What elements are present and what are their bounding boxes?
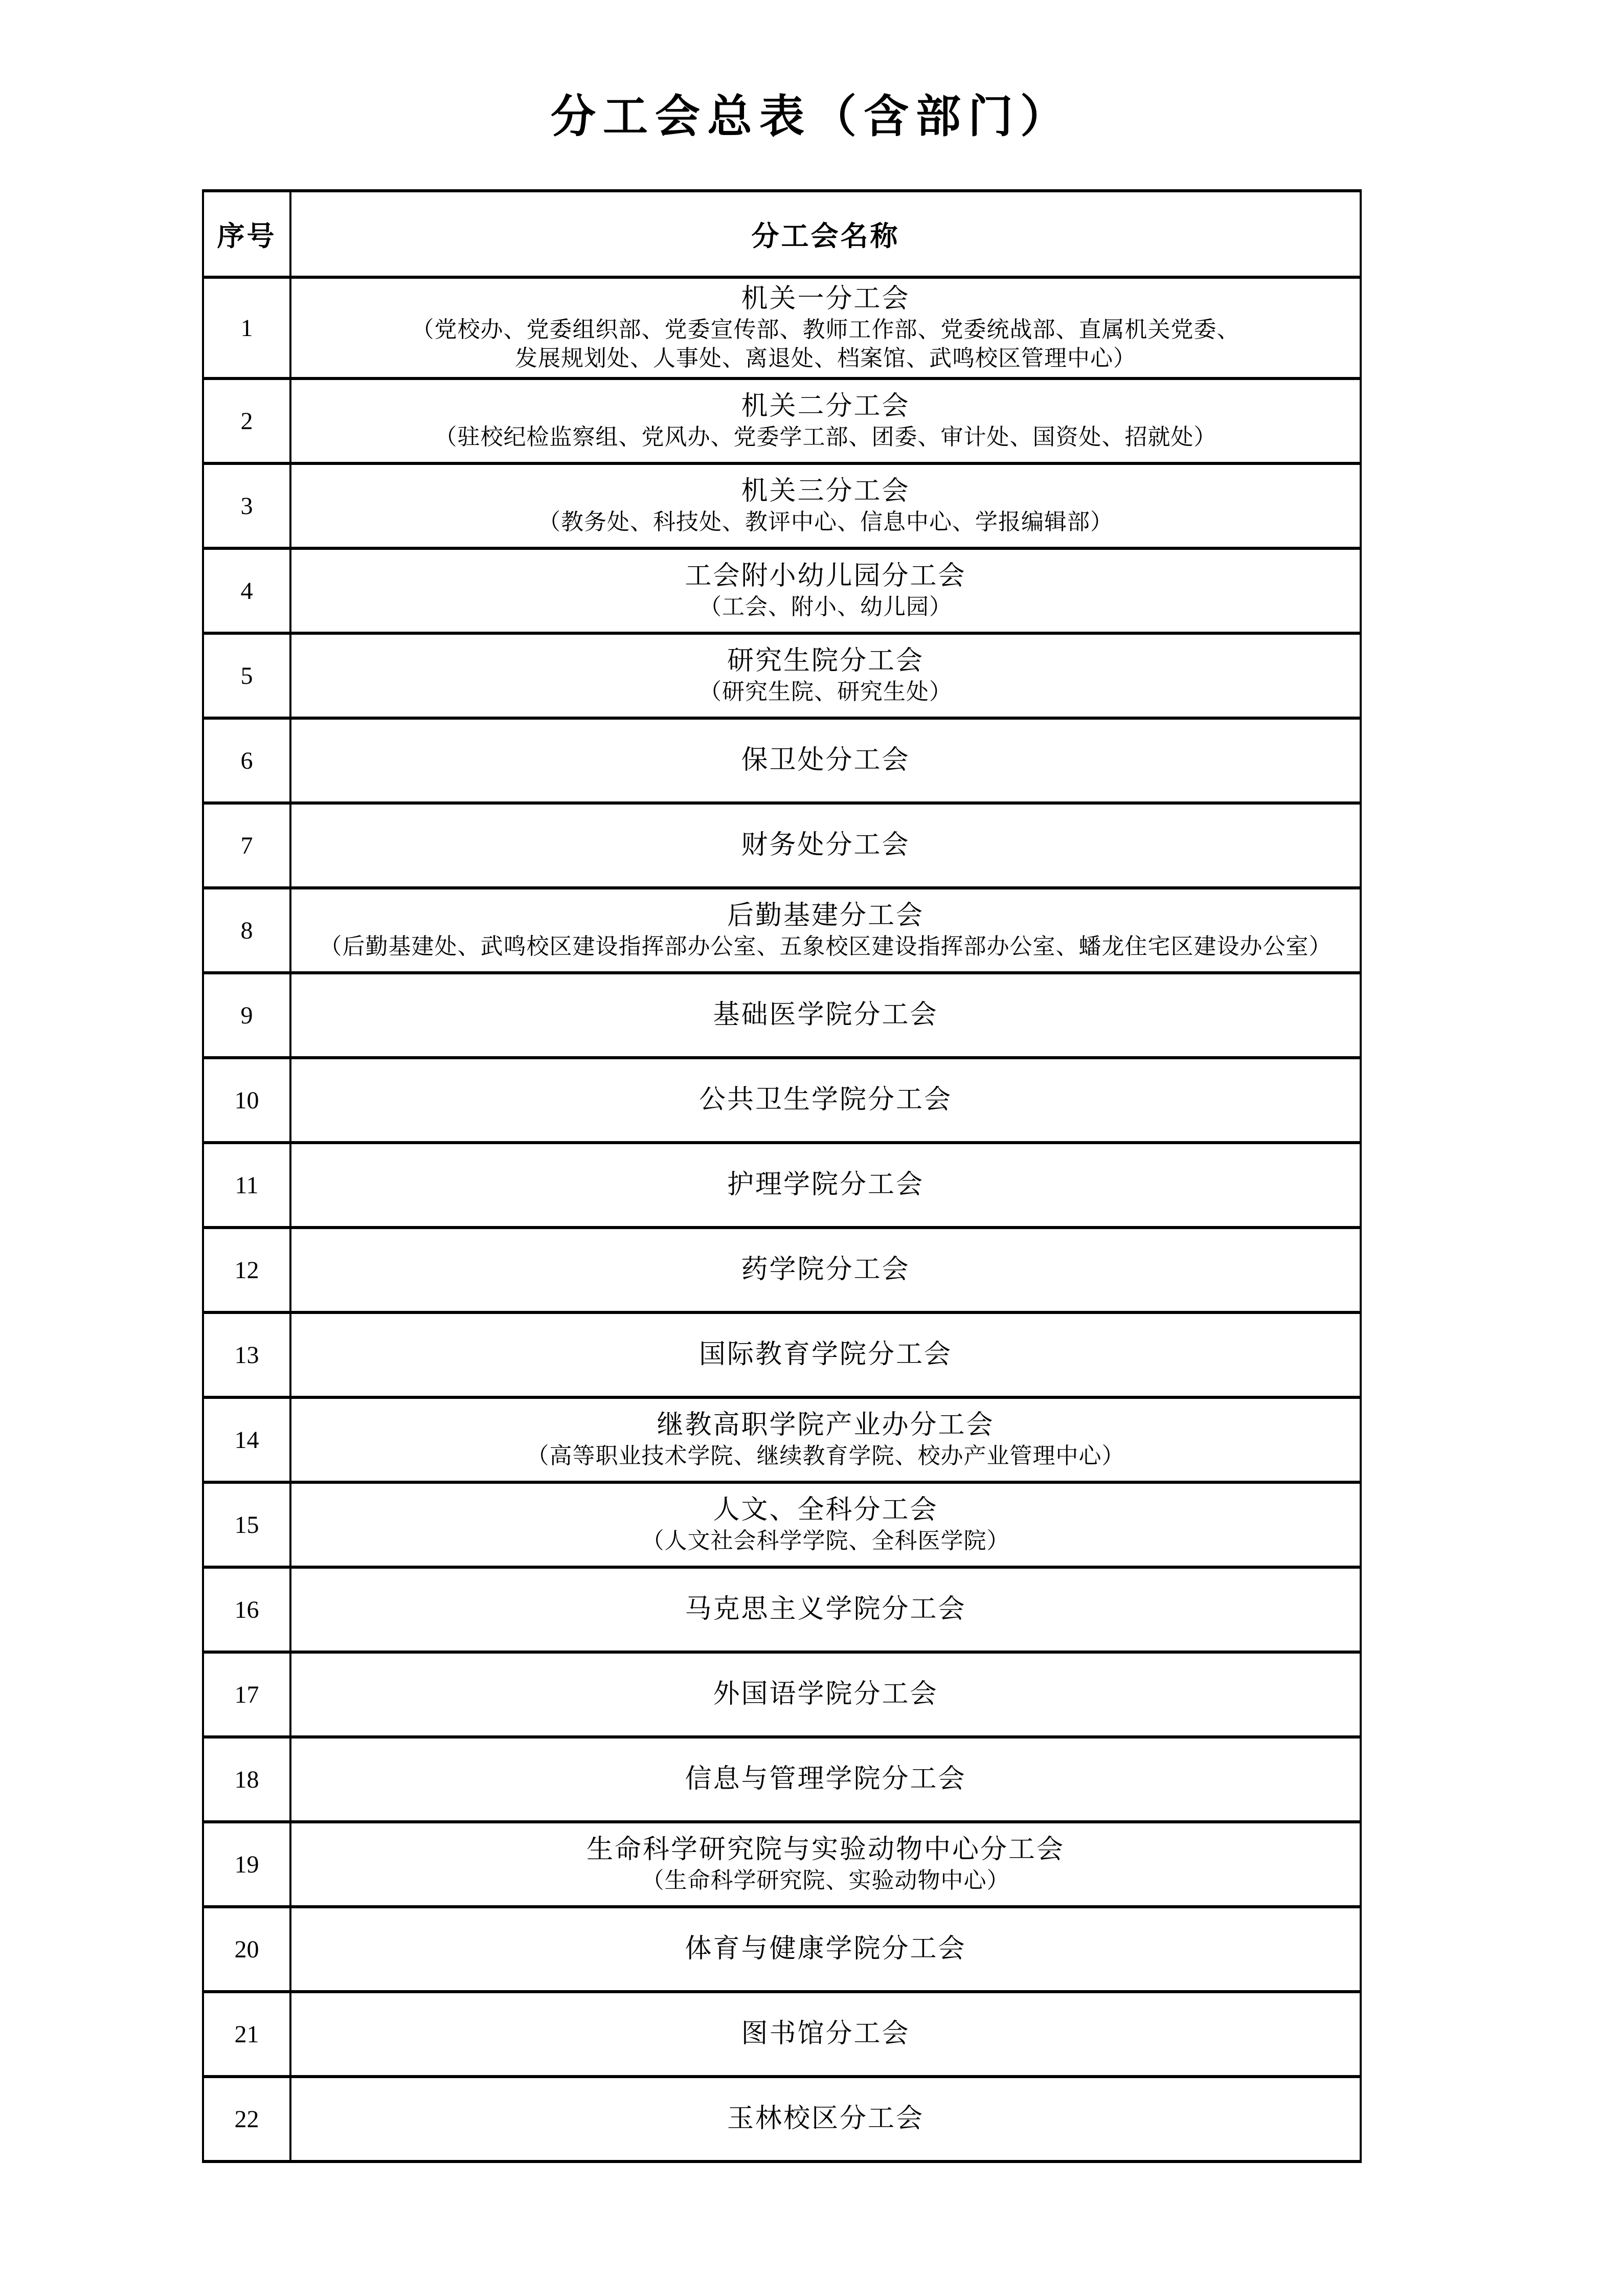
row-number: 11 [203,1143,290,1228]
union-name: 外国语学院分工会 [713,1680,938,1709]
union-name-cell [290,1907,1361,1992]
table-row [203,973,1361,1058]
row-number: 8 [203,888,290,973]
row-number: 1 [203,277,290,378]
row-number: 22 [203,2077,290,2161]
union-name-cell [290,1228,1361,1312]
union-name-cell [290,1567,1361,1652]
row-number: 6 [203,718,290,803]
table-row [203,1652,1361,1737]
table-row [203,1822,1361,1907]
union-detail-line: （人文社会科学学院、全科医学院） [641,1528,1010,1553]
header-index: 序号 [203,191,290,277]
union-detail-line: （高等职业技术学院、继续教育学院、校办产业管理中心） [526,1443,1125,1468]
row-number: 9 [203,973,290,1058]
table-row [203,1397,1361,1482]
union-name: 研究生院分工会 [727,647,924,676]
row-number: 13 [203,1312,290,1397]
union-detail-line: （后勤基建处、武鸣校区建设指挥部办公室、五象校区建设指挥部办公室、蟠龙住宅区建设办公室） [319,934,1332,959]
union-name-cell [290,1822,1361,1907]
union-table [202,189,1362,2163]
union-name: 财务处分工会 [741,831,910,860]
table-row [203,277,1361,378]
table-row [203,1737,1361,1822]
table-body [203,277,1361,2161]
row-number: 4 [203,548,290,633]
table-row [203,548,1361,633]
union-name: 生命科学研究院与实验动物中心分工会 [586,1835,1065,1864]
union-name-cell [290,803,1361,888]
row-number: 17 [203,1652,290,1737]
union-name: 玉林校区分工会 [727,2104,924,2133]
union-name: 国际教育学院分工会 [698,1340,952,1369]
union-detail-line: （工会、附小、幼儿园） [699,594,952,619]
union-name-cell [290,548,1361,633]
union-name: 公共卫生学院分工会 [698,1085,952,1114]
union-name: 基础医学院分工会 [713,1000,938,1030]
union-name: 图书馆分工会 [741,2019,910,2048]
table-row [203,718,1361,803]
row-number: 19 [203,1822,290,1907]
table-row [203,888,1361,973]
union-detail-line: （党校办、党委组织部、党委宣传部、教师工作部、党委统战部、直属机关党委、 [411,317,1240,342]
union-name-cell [290,378,1361,463]
union-name: 信息与管理学院分工会 [685,1765,966,1794]
row-number: 15 [203,1482,290,1567]
union-name-cell [290,1992,1361,2077]
table-row [203,1228,1361,1312]
table-row [203,803,1361,888]
union-name: 继教高职学院产业办分工会 [657,1411,995,1440]
union-name-cell [290,1143,1361,1228]
table-row [203,378,1361,463]
union-name-cell [290,973,1361,1058]
union-name: 保卫处分工会 [741,746,910,775]
union-detail-line: （生命科学研究院、实验动物中心） [641,1868,1010,1893]
table-row [203,1482,1361,1567]
union-name-cell [290,1058,1361,1143]
table-row [203,1567,1361,1652]
table-row [203,1143,1361,1228]
row-number: 2 [203,378,290,463]
union-name: 体育与健康学院分工会 [685,1934,966,1964]
row-number: 7 [203,803,290,888]
row-number: 14 [203,1397,290,1482]
row-number: 18 [203,1737,290,1822]
page-title: 分工会总表（含部门） [550,93,1072,142]
union-name-cell [290,1737,1361,1822]
table-row [203,633,1361,718]
union-name-cell [290,463,1361,548]
union-name-cell [290,2077,1361,2161]
union-name-cell [290,1652,1361,1737]
union-name: 后勤基建分工会 [727,901,924,930]
row-number: 3 [203,463,290,548]
union-name: 护理学院分工会 [727,1170,924,1199]
table-header-row [203,191,1361,277]
table-row [203,1907,1361,1992]
row-number: 16 [203,1567,290,1652]
union-name: 马克思主义学院分工会 [685,1595,966,1624]
union-name-cell [290,1312,1361,1397]
table-row [203,2077,1361,2161]
union-detail-line: 发展规划处、人事处、离退处、档案馆、武鸣校区管理中心） [515,346,1136,371]
row-number: 21 [203,1992,290,2077]
union-name-cell [290,633,1361,718]
table-row [203,1312,1361,1397]
row-number: 10 [203,1058,290,1143]
union-name: 药学院分工会 [741,1255,910,1284]
union-name-cell [290,718,1361,803]
union-name-cell [290,1482,1361,1567]
union-name: 机关三分工会 [741,477,910,506]
union-name-cell [290,888,1361,973]
row-number: 12 [203,1228,290,1312]
header-union-name: 分工会名称 [290,191,1361,277]
row-number: 5 [203,633,290,718]
union-detail-line: （研究生院、研究生处） [699,679,952,704]
union-name: 机关一分工会 [741,284,910,314]
union-detail-line: （驻校纪检监察组、党风办、党委学工部、团委、审计处、国资处、招就处） [434,425,1217,450]
union-name: 机关二分工会 [741,392,910,421]
union-name-cell [290,277,1361,378]
union-name: 工会附小幼儿园分工会 [685,562,966,591]
table-row [203,1992,1361,2077]
union-detail-line: （教务处、科技处、教评中心、信息中心、学报编辑部） [538,509,1113,534]
row-number: 20 [203,1907,290,1992]
table-row [203,1058,1361,1143]
union-name: 人文、全科分工会 [713,1496,938,1525]
union-name-cell [290,1397,1361,1482]
table-row [203,463,1361,548]
